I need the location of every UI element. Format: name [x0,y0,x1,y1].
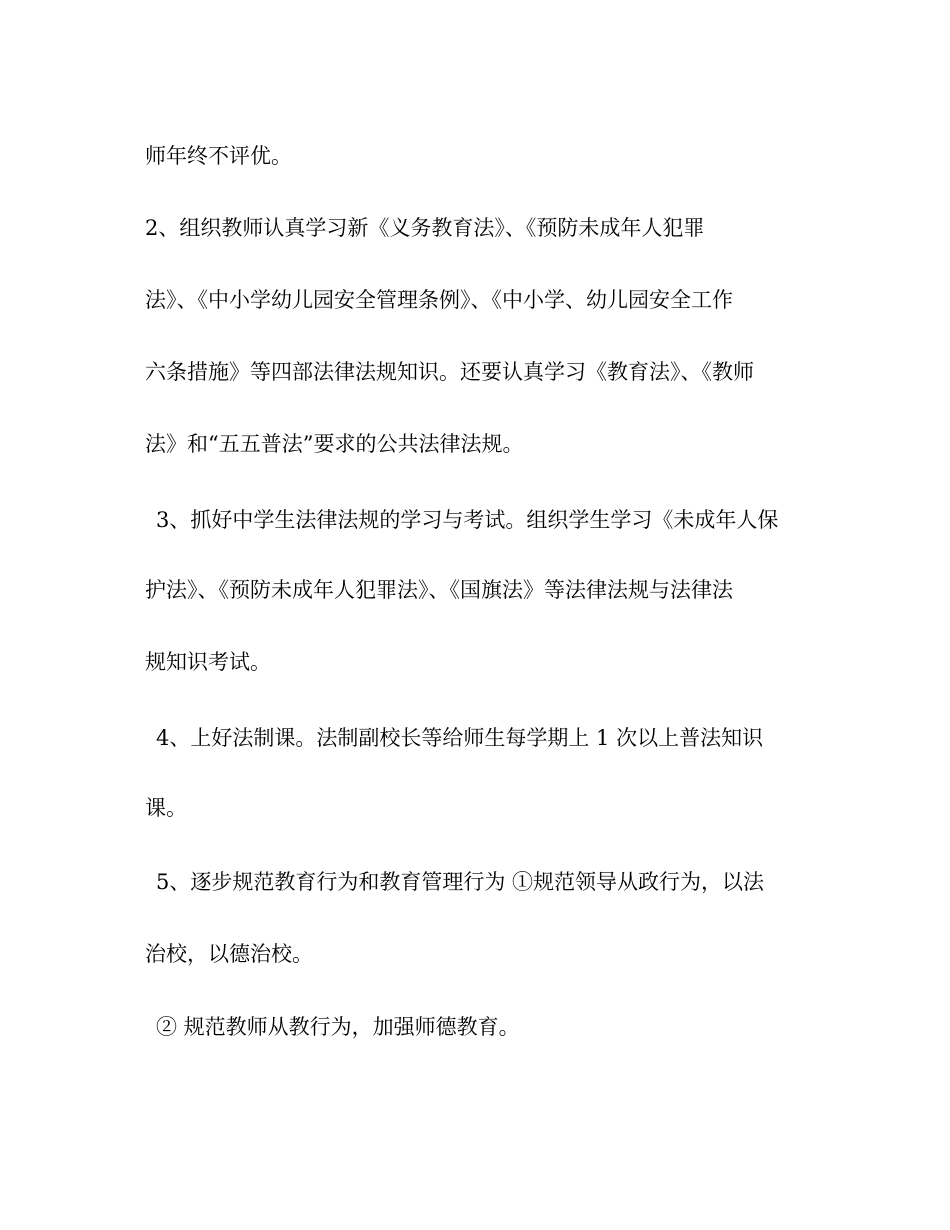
text-line: 师年终不评优。 [145,144,292,168]
text-line: ② 规范教师从教行为，加强师德教育。 [156,1015,520,1039]
text-line: 治校，以德治校。 [145,942,313,966]
text-line: 护法》、《预防未成年人犯罪法》、《国旗法》等法律法规与法律法 [145,578,733,602]
text-line: 法》、《中小学幼儿园安全管理条例》、《中小学、幼儿园安全工作 [145,288,733,312]
text-line: 六条措施》等四部法律法规知识。还要认真学习《教育法》、《教师 [145,360,754,384]
text-line: 法》和“五五普法”要求的公共法律法规。 [145,432,524,456]
text-line: 5、逐步规范教育行为和教育管理行为 ①规范领导从政行为，以法 [156,870,765,894]
text-line: 2、组织教师认真学习新《义务教育法》、《预防未成年人犯罪 [145,216,705,240]
text-line: 4、上好法制课。法制副校长等给师生每学期上 1 次以上普法知识 [156,726,764,750]
text-line: 规知识考试。 [145,650,271,674]
text-line: 3、抓好中学生法律法规的学习与考试。组织学生学习《未成年人保 [156,508,779,532]
text-line: 课。 [145,796,187,820]
